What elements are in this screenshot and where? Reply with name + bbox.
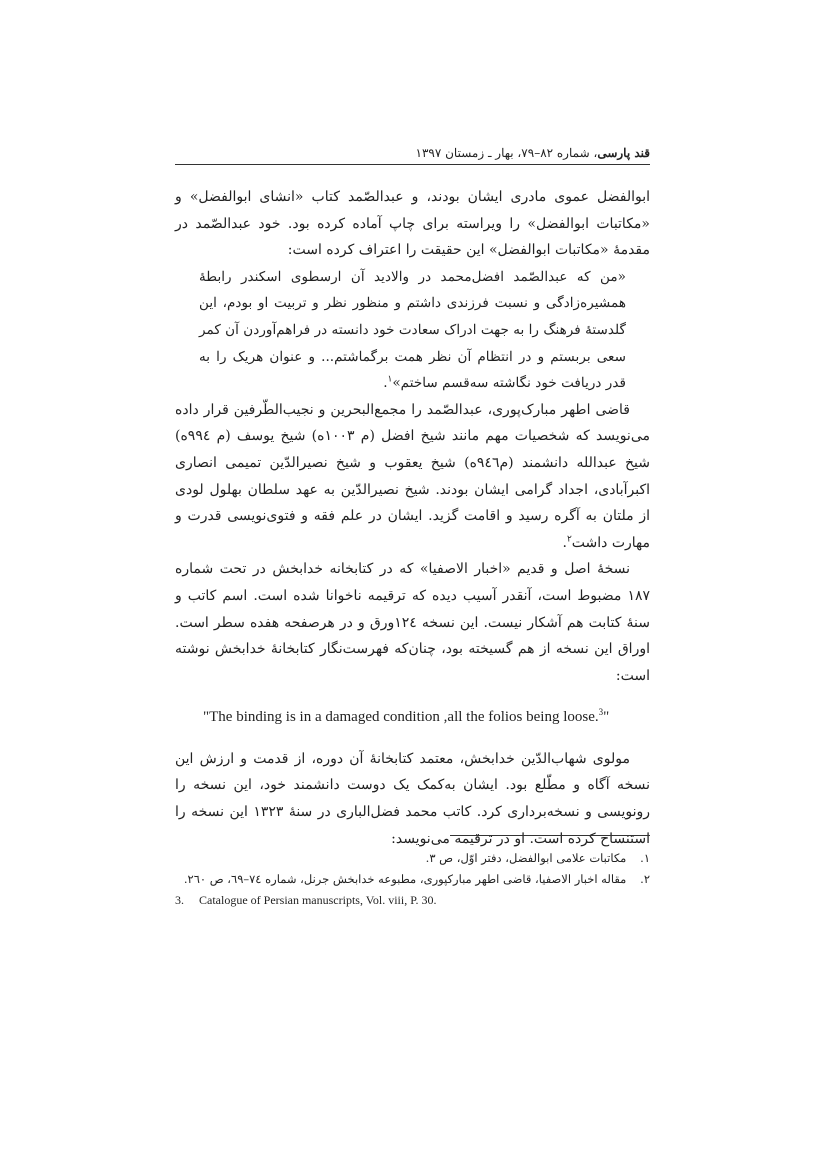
footnotes xyxy=(175,848,650,911)
journal-title: قند پارسی xyxy=(597,146,650,160)
footnote-3-text: Catalogue of Persian manuscripts, Vol. viii, P. 30. xyxy=(199,893,437,907)
footnote-3-number: 3. xyxy=(175,893,184,907)
issue-info: ، شماره ۸۲–۷۹، بهار ـ زمستان ۱۳۹۷ xyxy=(415,146,598,160)
footnote-2 xyxy=(175,869,650,890)
footnote-ref-2[interactable]: ۲ xyxy=(566,534,572,545)
footnote-2-text: مقاله اخبار الاصفیا، قاضی اطهر مبارکپوری، مطبوعه خدابخش جرنل، شماره ۷٤–٦۹، ص ۲٦۰. xyxy=(183,872,627,886)
running-header xyxy=(175,142,650,165)
footnote-divider xyxy=(450,835,650,836)
footnote-1-number: ۱. xyxy=(640,851,650,865)
footnote-1 xyxy=(175,848,650,869)
footnote-1-text: مکاتبات علامی ابوالفضل، دفتر اوّل، ص ۳. xyxy=(425,851,627,865)
paragraph-2-text: قاضی اطهر مبارک‌پوری، عبدالصّمد را مجمع‌البحرین و نجیب‌الطّرفین قرار داده می‌نویسد که شخصیات مهم مانند شیخ افضل (م ۱۰۰۳ه) شیخ یوسف (م ۹۹٤ه) شیخ عبدالله دانشمند (م۹٤٦ه) شیخ یعقوب و شیخ نصیرالدّین تمیمی انصاری اکبرآبادی، اجداد گرامی ایشان بودند. شیخ نصیرالدّین به عهد سلطان بهلول لودی از ملتان به آگره رسید و اقامت گزید. ایشان در علم فقه و فتوی‌نویسی قدرت و مهارت داشت xyxy=(175,401,650,551)
paragraph-1: ابوالفضل عموی مادری ایشان بودند، و عبدالصّمد کتاب «انشای ابوالفضل» و «مکاتبات ابوالفضل» را ویراسته برای چاپ آماده کرده بود. خود عبدالصّمد در مقدمهٔ «مکاتبات ابوالفضل» این حقیقت را اعتراف کرده است: xyxy=(175,189,650,259)
english-quote-text: "The binding is in a damaged condition ,all the folios being loose. xyxy=(203,709,599,726)
block-quote: «من که عبدالصّمد افضل‌محمد در والادید آن ارسطوی اسکندر رابطهٔ همشیره‌زادگی و نسبت فرزندی داشتم و منظور نظر و تربیت او بودم، این گلدستهٔ فرهنگ را به جهت ادراک سعادت خود دانسته در فراهم‌آوردن آن کمر سعی بربستم و در انتظام آن نظر همت برگماشتم... و عنوان هریک را به قدر دریافت خود نگاشته سه‌قسم ساختم»$^۱$. xyxy=(199,268,626,392)
paragraph-3: نسخهٔ اصل و قدیم «اخبار الاصفیا» که در کتابخانه خدابخش در تحت شماره ۱۸۷ مضبوط است، آنقدر آسیب دیده که ترقیمه ناخوانا شده است. اسم کاتب و سنهٔ کتابت هم آشکار نیست. این نسخه ۱۲٤ورق و در هرصفحه هفده سطر است. اوراق این نسخه از هم گسیخته بود، چنان‌که فهرست‌نگار کتابخانهٔ خدابخش نوشته است: xyxy=(175,561,650,684)
paragraph-2: قاضی اطهر مبارک‌پوری، عبدالصّمد را مجمع‌البحرین و نجیب‌الطّرفین قرار داده می‌نویسد که شخصیات مهم مانند شیخ افضل (م ۱۰۰۳ه) شیخ یوسف (م ۹۹٤ه) شیخ عبدالله دانشمند (م۹٤٦ه) شیخ یعقوب و شیخ نصیرالدّین تمیمی انصاری اکبرآبادی، اجداد گرامی ایشان بودند. شیخ نصیرالدّین به عهد سلطان بهلول لودی از ملتان به آگره رسید و اقامت گزید. ایشان در علم فقه و فتوی‌نویسی قدرت و مهارت داشت$^۲$. xyxy=(175,401,650,551)
footnote-ref-1[interactable]: ۱ xyxy=(387,374,393,385)
article-body xyxy=(175,184,650,852)
english-quote-close: " xyxy=(603,709,610,726)
english-quote xyxy=(175,704,650,731)
paragraph-4: مولوی شهاب‌الدّین خدابخش، معتمد کتابخانهٔ آن دوره، از قدمت و ارزش این نسخه آگاه و مطّلع بود. ایشان به‌کمک یک دوست دانشمند خود، این نسخه را رونویسی و نسخه‌برداری کرد. کاتب محمد فضل‌الباری در سنهٔ ۱۳۲۳ این نسخه را استنساخ کرده است. او در ترقیمه می‌نویسد: xyxy=(175,750,650,847)
footnote-ref-3[interactable]: 3 xyxy=(598,707,604,718)
footnote-3 xyxy=(175,890,650,911)
footnote-2-number: ۲. xyxy=(640,872,650,886)
block-quote-text: «من که عبدالصّمد افضل‌محمد در والادید آن ارسطوی اسکندر رابطهٔ همشیره‌زادگی و نسبت فرزندی داشتم و منظور نظر و تربیت او بودم، این گلدستهٔ فرهنگ را به جهت ادراک سعادت خود دانسته در فراهم‌آوردن آن کمر سعی بربستم و در انتظام آن نظر همت برگماشتم... و عنوان هریک را به قدر دریافت خود نگاشته سه‌قسم ساختم» xyxy=(199,268,626,392)
